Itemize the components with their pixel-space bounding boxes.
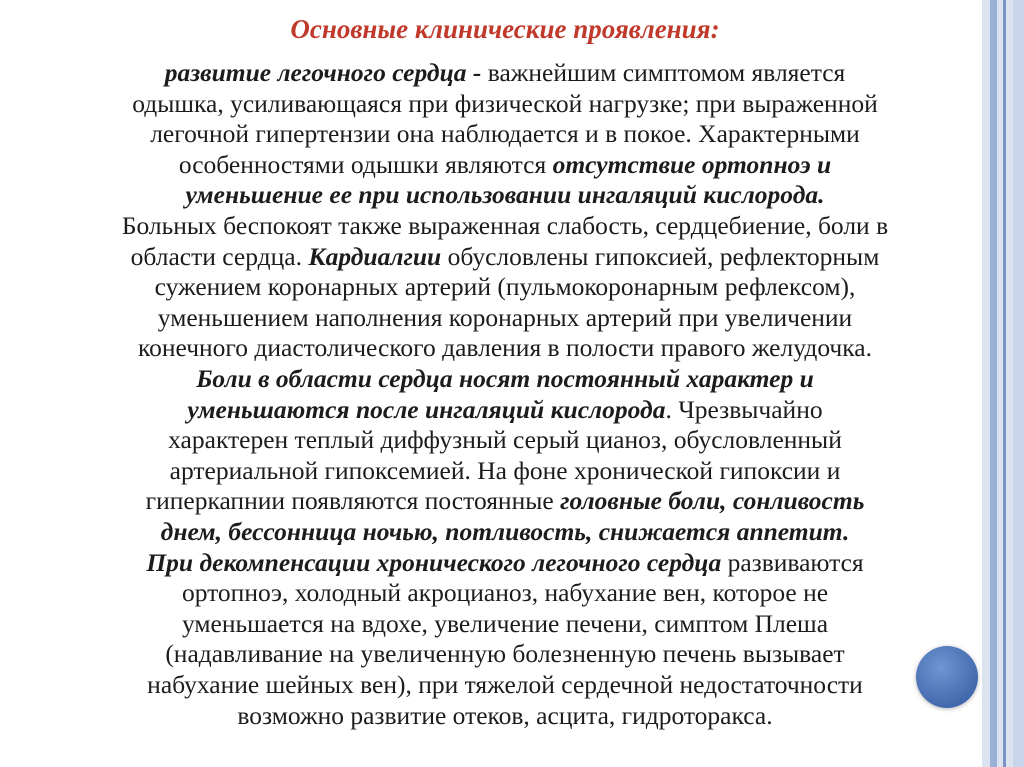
body-text: артериальной гипоксемией. На фоне хронической гипоксии и (169, 455, 841, 485)
body-text: характерен теплый диффузный серый цианоз, обусловленный (168, 425, 842, 455)
emphasis-text: днем, бессонница ночью, потливость, снижается аппетит. (160, 517, 850, 546)
emphasis-text: Кардиалгии (308, 241, 442, 271)
body-text: легочной гипертензии она наблюдается и в покое. Характерными (150, 119, 860, 149)
right-stripe-edge (1013, 0, 1024, 767)
emphasis-text: уменьшаются после ингаляций кислорода (187, 394, 666, 424)
body-text: сужением коронарных артерий (пульмокоронарным рефлексом), (154, 272, 856, 302)
text-line (0, 180, 1010, 211)
text-line (0, 701, 1010, 732)
body-text: уменьшается на вдохе, увеличение печени, симптом Плеша (181, 608, 829, 638)
text-line (0, 425, 1010, 456)
emphasis-text: Боли в области сердца носят постоянный характер и (196, 364, 814, 393)
text-line (0, 89, 1010, 120)
slide-title: Основные клинические проявления: (290, 14, 720, 44)
body-text: возможно развитие отеков, асцита, гидроторакса. (237, 700, 773, 730)
body-text: обусловлены гипоксией, рефлекторным (441, 241, 880, 271)
body-text: одышка, усиливающаяся при физической нагрузке; при выраженной (132, 88, 878, 118)
text-line (0, 272, 1010, 303)
text-line (0, 609, 1010, 640)
text-line (0, 578, 1010, 609)
text-line (0, 456, 1010, 487)
text-line (0, 333, 1010, 364)
body-text: уменьшением наполнения коронарных артерий при увеличении (157, 302, 853, 332)
emphasis-text: уменьшение ее при использовании ингаляций кислорода. (185, 180, 825, 210)
text-line (0, 211, 1010, 242)
body-text: ортопноэ, холодный акроцианоз, набухание вен, которое не (181, 578, 829, 608)
body-text: (надавливание на увеличенную болезненную печень вызывает (165, 639, 845, 669)
body-text: набухание шейных вен), при тяжелой сердечной недостаточности (147, 670, 863, 699)
emphasis-text: При декомпенсации хронического легочного сердца (146, 547, 722, 577)
body-text: области сердца. (130, 241, 309, 271)
body-text: важнейшим симптомом является (481, 58, 846, 87)
body-text: Больных беспокоят также выраженная слабость, сердцебиение, боли в (121, 211, 889, 240)
decorative-circle-icon (916, 646, 978, 708)
text-line (0, 364, 1010, 395)
emphasis-text: головные боли, сонливость (560, 486, 865, 516)
text-line (0, 150, 1010, 181)
body-text: гиперкапнии появляются постоянные (145, 486, 561, 516)
emphasis-text: отсутствие ортопноэ и (552, 149, 832, 179)
text-line (0, 119, 1010, 150)
text-line (0, 670, 1010, 701)
text-line (0, 303, 1010, 334)
text-line (0, 639, 1010, 670)
text-line (0, 548, 1010, 579)
text-line (0, 242, 1010, 273)
text-line (0, 58, 1010, 89)
body-text: особенностями одышки являются (178, 149, 553, 179)
text-line (0, 395, 1010, 426)
body-text: . Чрезвычайно (665, 394, 823, 424)
text-line (0, 517, 1010, 548)
body-text: конечного диастолического давления в полости правого желудочка. (138, 333, 872, 363)
emphasis-text: развитие легочного сердца - (164, 58, 482, 87)
body-text: развиваются (721, 547, 864, 577)
text-line (0, 486, 1010, 517)
